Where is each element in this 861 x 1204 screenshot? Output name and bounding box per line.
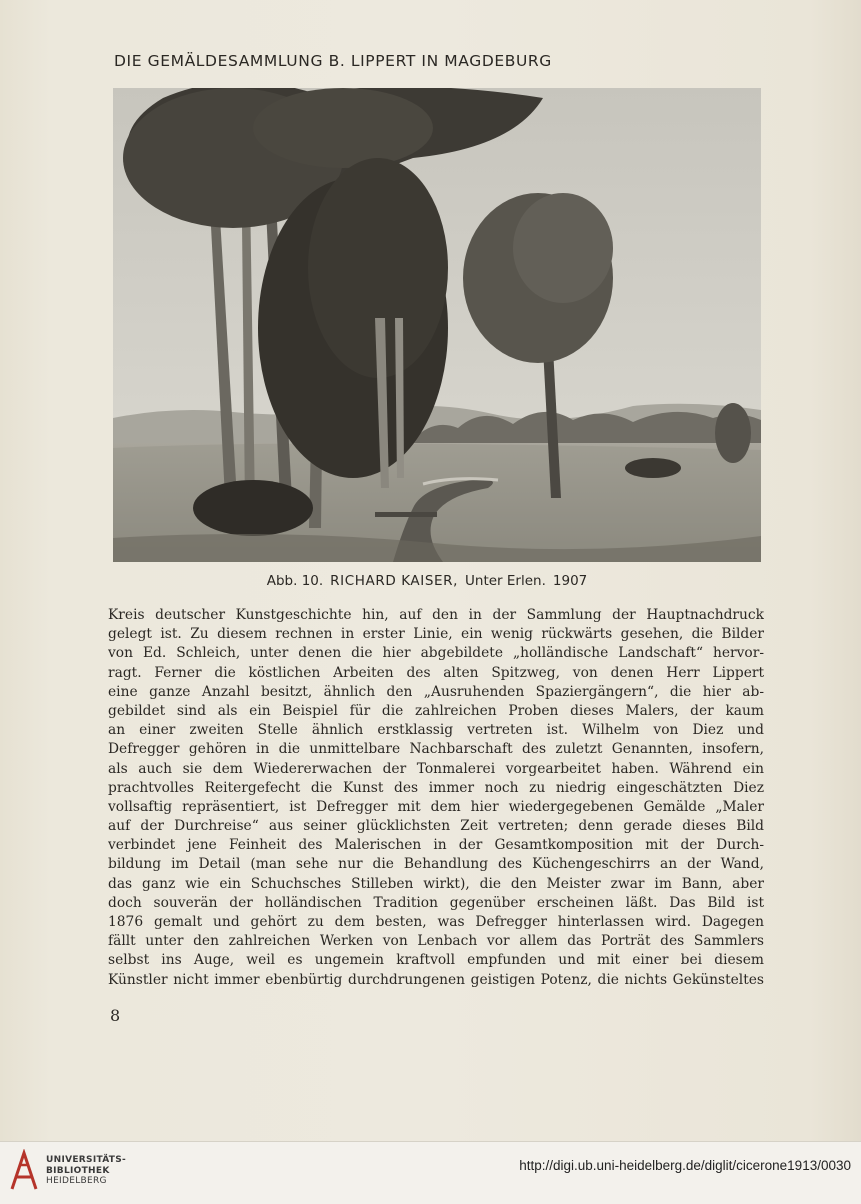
text-line: Defregger gehören in die unmittelbare Nachbarschaft des zuletzt Genannten, insofern, [108,741,764,758]
text-line: vollsaftig repräsentiert, ist Defregger mit dem hier wiedergegebenen Gemälde „Maler [108,798,764,815]
text-line: auf der Durchreise“ aus seiner glücklichsten Zeit vertreten; denn gerade dieses Bild [108,818,764,835]
library-line-1: UNIVERSITÄTS- [46,1155,127,1165]
text-line: an einer zweiten Stelle ähnlich erstklassig vertreten ist. Wilhelm von Diez und [108,722,764,739]
text-line: als auch sie dem Wiedererwachen der Tonmalerei vorgearbeitet haben. Während ein [108,760,764,777]
figure-label: Abb. 10. [266,573,324,589]
text-line: Künstler nicht immer ebenbürtig durchdrungenen geistigen Potenz, die nichts Gekünsteltes [108,971,764,988]
text-line: doch souverän der holländischen Tradition gegenüber erscheinen läßt. Das Bild ist [108,894,764,911]
library-line-3: HEIDELBERG [46,1176,107,1186]
text-line: bildung im Detail (man sehe nur die Behandlung des Küchengeschirrs an der Wand, [108,856,764,873]
text-line: 1876 gemalt und gehört zu dem besten, was Defregger hinterlassen wird. Dagegen [108,914,764,930]
text-line: gelegt ist. Zu diesem rechnen in erster Linie, ein wenig rückwärts gesehen, die Bilder [108,626,764,643]
page-number: 8 [110,1006,121,1025]
text-line: selbst ins Auge, weil es ungemein kraftvoll empfunden und mit einer bei diesem [108,952,764,969]
text-line: fällt unter den zahlreichen Werken von Lenbach vor allem das Porträt des Sammlers [108,933,764,950]
text-line: das ganz wie ein Schuchsches Stilleben wirkt), die den Meister zwar im Bann, aber [108,875,764,892]
landscape-plate [113,88,761,562]
running-head: DIE GEMÄLDESAMMLUNG B. LIPPERT IN MAGDEBURG [114,52,552,70]
body-text [108,606,764,990]
figure-caption [0,573,861,589]
text-line: prachtvolles Reitergefecht die Kunst des immer noch zu niedrig eingeschätzten Diez [108,779,764,796]
text-line: verbindet jene Feinheit des Malerischen in der Gesamtkomposition mit der Durch- [108,837,764,854]
library-name[interactable] [46,1155,126,1187]
viewer-footer [0,1141,861,1204]
figure-artist: RICHARD KAISER, [330,573,459,589]
text-line: eine ganze Anzahl besitzt, ähnlich den „Ausruhenden Spaziergängern“, die hier ab- [108,683,764,700]
text-line: gebildet sind als ein Beispiel für die zahlreichen Proben dieses Malers, der kaum [108,702,764,719]
text-line: von Ed. Schleich, unter denen die hier abgebildete „holländische Landschaft“ hervor- [108,645,764,662]
text-line: Kreis deutscher Kunstgeschichte hin, auf den in der Sammlung der Hauptnachdruck [108,607,764,623]
library-logo-icon[interactable] [8,1149,40,1193]
figure-title: Unter Erlen. [465,573,546,589]
library-line-2: BIBLIOTHEK [46,1165,110,1176]
figure-year: 1907 [552,573,588,589]
text-line: ragt. Ferner die köstlichen Arbeiten des alten Spitzweg, von denen Herr Lippert [108,664,764,681]
source-url[interactable]: http://digi.ub.uni-heidelberg.de/diglit/cicerone1913/0030 [519,1158,851,1173]
landscape-painting [113,88,761,562]
